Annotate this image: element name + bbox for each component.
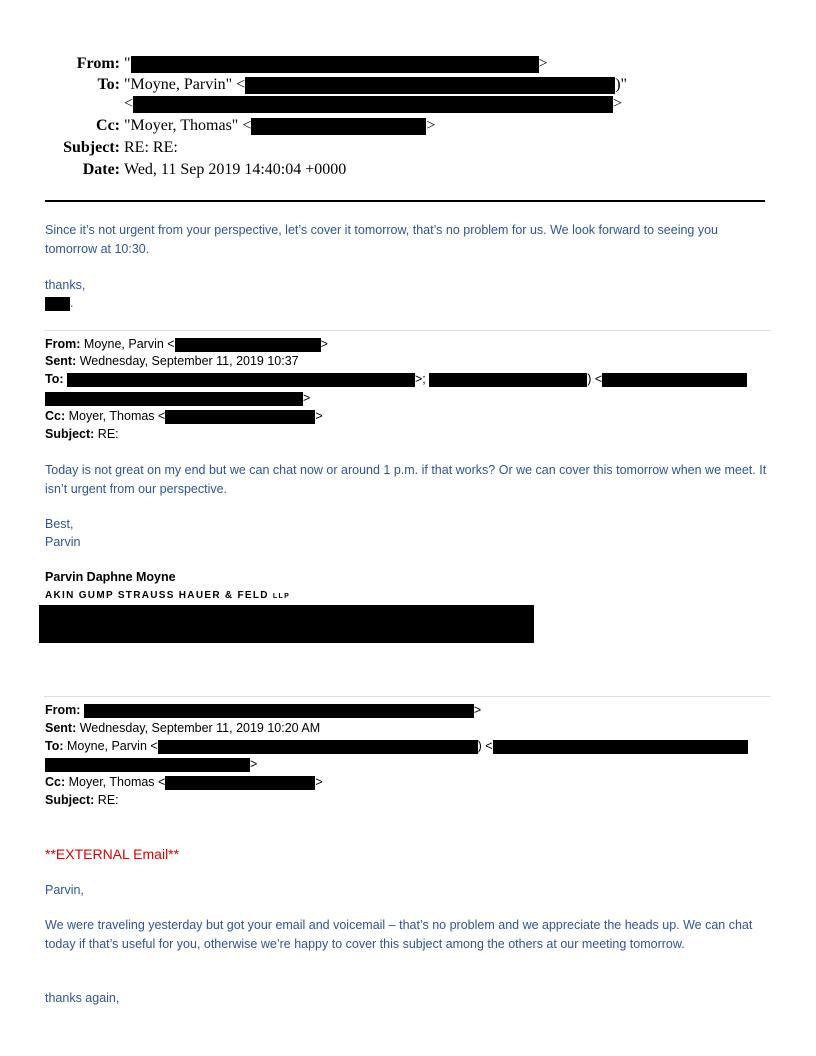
signature-period: . [70, 296, 74, 310]
cc-value [124, 116, 435, 135]
q2-to-paren: ) < [477, 739, 493, 753]
q2-to-row-2 [45, 755, 257, 774]
q2-sent-label: Sent: [45, 721, 77, 735]
q2-from-row [45, 701, 481, 720]
date-value: Wed, 11 Sep 2019 14:40:04 +0000 [124, 161, 347, 178]
cc-label: Cc: [96, 117, 120, 134]
q1-to-sep: >; [415, 372, 426, 386]
q1-from-value: Moyne, Parvin < [83, 337, 175, 351]
q1-cc-suffix: > [315, 409, 323, 423]
to-label: To: [97, 76, 120, 93]
q2-to-value: Moyne, Parvin < [67, 739, 158, 753]
q1-to-label: To: [45, 372, 64, 386]
redaction-block [84, 704, 474, 718]
q1-to-row [45, 370, 747, 389]
redaction-block [602, 373, 747, 387]
q1-cc-label: Cc: [45, 409, 66, 423]
signature-name: Parvin Daphne Moyne [45, 570, 176, 584]
subject-label: Subject: [63, 139, 120, 156]
external-email-tag: **EXTERNAL Email** [45, 846, 180, 862]
redaction-block [45, 392, 303, 406]
header-subject-row [0, 138, 816, 158]
redaction-block [175, 338, 321, 352]
header-from-row [0, 54, 816, 74]
q2-greeting: Parvin, [45, 883, 84, 897]
to-value [124, 75, 627, 94]
header-to-row [0, 75, 816, 95]
quote-separator [44, 330, 771, 331]
redaction-block [245, 77, 615, 94]
subject-value: RE: RE: [124, 139, 178, 156]
message-signoff: thanks, [45, 278, 86, 292]
q1-signoff-name: Parvin [45, 535, 81, 549]
q2-cc-suffix: > [315, 775, 323, 789]
cc-suffix: > [426, 117, 436, 134]
date-label: Date: [82, 161, 120, 178]
redaction-block [251, 118, 426, 135]
q1-to-row-2 [45, 389, 310, 408]
redaction-block [45, 297, 70, 311]
redaction-block [429, 373, 587, 387]
redaction-block [133, 96, 613, 113]
q1-from-suffix: > [320, 337, 328, 351]
q1-cc-row [45, 407, 323, 426]
signature-line [45, 294, 73, 313]
q2-from-label: From: [45, 703, 81, 717]
q1-cc-value: Moyer, Thomas < [68, 409, 166, 423]
q2-subject-value: RE: [97, 793, 119, 807]
header-to-row-2 [0, 94, 816, 114]
redaction-block [165, 776, 315, 790]
quote-separator [44, 696, 771, 697]
q2-to-label: To: [45, 739, 64, 753]
redaction-block [131, 56, 539, 73]
q2-subject-label: Subject: [45, 793, 95, 807]
q1-to-paren: ) < [587, 372, 603, 386]
q2-cc-value: Moyer, Thomas < [68, 775, 166, 789]
header-date-row [0, 160, 816, 180]
redaction-block [39, 605, 534, 643]
to-value-2 [124, 94, 622, 113]
to-suffix: )" [615, 76, 628, 93]
q2-body: We were traveling yesterday but got your email and voicemail – that’s no problem and we appreciate the heads up. We can chat today if that’s useful for you, otherwise we’re happy to cover this subject among the others at our meeting tomorrow. [45, 918, 753, 951]
from-prefix: " [124, 55, 131, 72]
redaction-block [165, 410, 315, 424]
message-body: Since it’s not urgent from your perspective, let’s cover it tomorrow, that’s no problem for us. We look forward to seeing you tomorrow at 10:30. [45, 223, 719, 256]
q2-cc-label: Cc: [45, 775, 66, 789]
from-label: From: [76, 55, 120, 72]
redaction-block [67, 373, 415, 387]
header-cc-row [0, 116, 816, 136]
q1-sent-row [45, 352, 299, 371]
q1-sent-value: Wednesday, September 11, 2019 10:37 [79, 354, 299, 368]
redaction-block [45, 758, 250, 772]
redaction-block [158, 740, 478, 754]
to-line2-prefix: < [124, 95, 134, 112]
header-divider [45, 200, 765, 202]
q1-body: Today is not great on my end but we can chat now or around 1 p.m. if that works? Or we can cover this tomorrow when we meet. It isn’t urgent from our perspective. [45, 463, 767, 496]
q1-subject-label: Subject: [45, 427, 95, 441]
q1-from-label: From: [45, 337, 81, 351]
redaction-block [493, 740, 748, 754]
from-suffix: > [538, 55, 548, 72]
q2-from-suffix: > [473, 703, 482, 717]
to-name: "Moyne, Parvin" < [124, 76, 246, 93]
q2-to-end: > [250, 757, 258, 771]
q1-subject-value: RE: [97, 427, 119, 441]
firm-llp: LLP [272, 593, 291, 600]
q1-to-end: > [303, 391, 311, 405]
to-line2-suffix: > [613, 95, 623, 112]
q2-sent-value: Wednesday, September 11, 2019 10:20 AM [79, 721, 321, 735]
from-value [124, 54, 548, 73]
q2-sent-row [45, 719, 320, 738]
q2-to-row [45, 737, 748, 756]
q2-subject-row [45, 791, 119, 810]
cc-name: "Moyer, Thomas" < [124, 117, 252, 134]
q1-sent-label: Sent: [45, 354, 77, 368]
signature-firm [45, 590, 290, 601]
q2-cc-row [45, 773, 323, 792]
q1-signoff: Best, [45, 517, 74, 531]
firm-name: AKIN GUMP STRAUSS HAUER & FELD [45, 590, 269, 601]
q1-subject-row [45, 425, 119, 444]
q2-signoff: thanks again, [45, 991, 120, 1005]
